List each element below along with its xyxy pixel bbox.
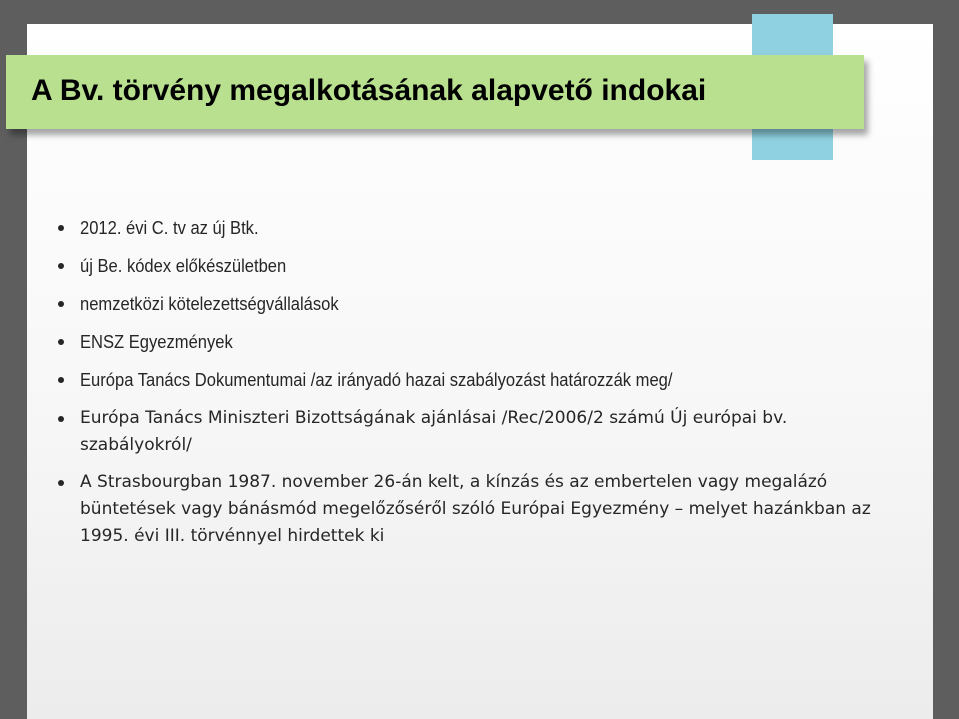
bullet-dot-icon xyxy=(58,301,64,307)
bullet-dot-icon xyxy=(58,377,64,383)
list-item xyxy=(58,253,878,279)
slide-title: A Bv. törvény megalkotásának alapvető indokai xyxy=(31,74,707,107)
bullet-text: nemzetközi kötelezettségvállalások xyxy=(80,294,339,314)
list-item xyxy=(58,291,878,317)
bullet-text: A Strasbourgban 1987. november 26-án kelt, a kínzás és az embertelen vagy megalázó büntetések vagy bánásmód megelőzőséről szóló Európai Egyezmény – melyet hazánkban az 1995. évi III. törvénnyel hirdettek ki xyxy=(80,472,871,546)
bullet-text: 2012. évi C. tv az új Btk. xyxy=(80,218,259,238)
bullet-dot-icon xyxy=(58,225,64,231)
list-item xyxy=(58,215,878,241)
bullet-text: Európa Tanács Dokumentumai /az irányadó hazai szabályozást határozzák meg/ xyxy=(80,370,673,390)
list-item xyxy=(58,405,878,459)
list-item xyxy=(58,367,878,393)
bullet-list xyxy=(58,215,878,560)
bullet-text: ENSZ Egyezmények xyxy=(80,332,233,352)
bullet-text: Európa Tanács Miniszteri Bizottságának ajánlásai /Rec/2006/2 számú Új európai bv. szabályokról/ xyxy=(80,408,788,455)
list-item xyxy=(58,469,878,550)
bullet-dot-icon xyxy=(58,263,64,269)
bullet-dot-icon xyxy=(58,416,64,422)
list-item xyxy=(58,329,878,355)
bullet-dot-icon xyxy=(58,480,64,486)
bullet-text: új Be. kódex előkészületben xyxy=(80,256,287,276)
bullet-dot-icon xyxy=(58,339,64,345)
